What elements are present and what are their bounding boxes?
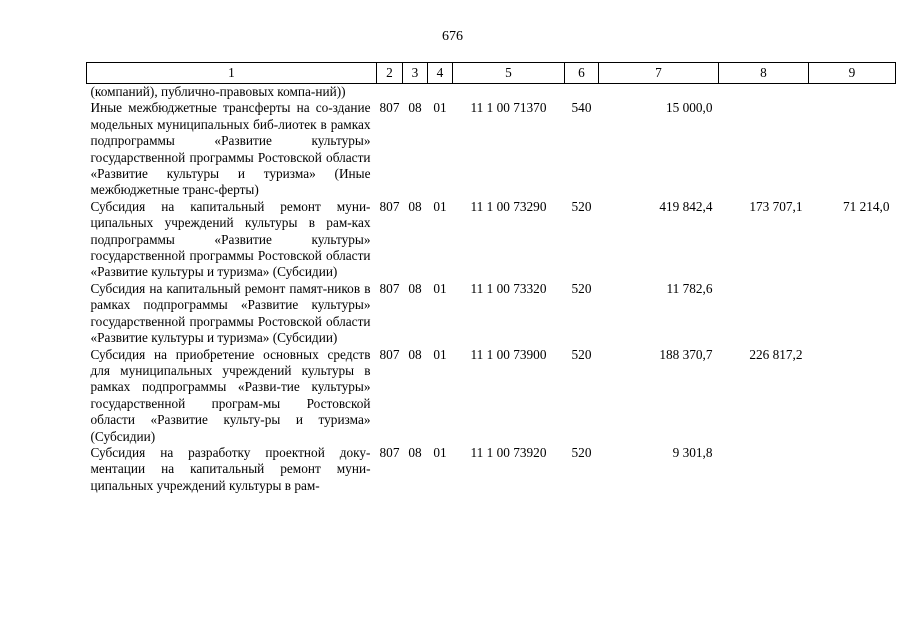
row-amount-2 [719,100,809,198]
row-expense-type: 540 [571,100,592,116]
row-ministry: 807 [379,346,400,362]
row-subsection: 01 [433,444,447,460]
row-section: 08 [408,100,422,116]
row-amount-1: 188 370,7 [659,346,713,362]
row-section: 08 [408,280,422,296]
row-amount-1: 11 782,6 [666,280,713,296]
row-target-article: 11 1 00 73290 [470,198,547,214]
row-section: 08 [408,198,422,214]
table-row [87,100,896,198]
row-amount-3 [809,347,896,445]
table-row [87,281,896,347]
header-col-1: 1 [87,63,377,84]
row-ministry: 807 [379,444,400,460]
row-ministry: 807 [379,100,400,116]
row-subsection: 01 [433,100,447,116]
row-expense-type: 520 [571,280,592,296]
row-target-article: 11 1 00 73900 [470,346,547,362]
row-amount-1: 9 301,8 [672,444,713,460]
row-description: Субсидия на капитальный ремонт муни-ципальных учреждений культуры в рам-ках подпрограммы «Развитие культуры» государственной программы Ростовской области «Развитие культуры и туризма» (Субсидии) [90,198,371,280]
header-col-2: 2 [377,63,403,84]
header-col-9: 9 [809,63,896,84]
header-col-5: 5 [453,63,565,84]
row-subsection: 01 [433,346,447,362]
row-description: Иные межбюджетные трансферты на со-здание модельных муниципальных биб-лиотек в рамках подпрограммы «Развитие культуры» государственной программы Ростовской области «Развитие культуры и туризма» (Иные межбюджетные транс-ферты) [90,100,371,198]
table-row [87,347,896,445]
row-amount-2: 226 817,2 [749,346,803,362]
row-amount-3 [809,445,896,494]
row-ministry: 807 [379,198,400,214]
row-subsection: 01 [433,280,447,296]
page-number: 676 [442,29,463,44]
row-subsection: 01 [433,198,447,214]
row-amount-3 [809,281,896,347]
row-amount-2 [719,445,809,494]
row-amount-2: 173 707,1 [749,198,803,214]
row-amount-3: 71 214,0 [842,198,890,214]
continuation-text: (компаний), публично-правовых компа-ний)) [90,84,346,99]
row-amount-1: 419 842,4 [659,198,713,214]
budget-table [86,62,896,494]
row-description: Субсидия на разработку проектной доку-ментации на капитальный ремонт муни-ципальных учреждений культуры в рам- [90,444,371,493]
row-expense-type: 520 [571,346,592,362]
row-section: 08 [408,444,422,460]
table-row [87,199,896,281]
row-target-article: 11 1 00 73320 [470,280,547,296]
row-ministry: 807 [379,280,400,296]
header-col-6: 6 [565,63,599,84]
header-col-4: 4 [428,63,453,84]
row-description: Субсидия на приобретение основных средств для муниципальных учреждений культуры в рамках подпрограммы «Разви-тие культуры» государственной програм-мы Ростовской области «Развитие культу-ры и туризма» (Субсидии) [90,346,371,444]
header-col-3: 3 [403,63,428,84]
row-target-article: 11 1 00 73920 [470,444,547,460]
row-amount-1: 15 000,0 [665,100,713,116]
row-amount-2 [719,281,809,347]
row-description: Субсидия на капитальный ремонт памят-ников в рамках подпрограммы «Развитие культуры» государственной программы Ростовской области «Развитие культуры и туризма» (Субсидии) [90,280,371,346]
header-col-7: 7 [599,63,719,84]
row-target-article: 11 1 00 71370 [470,100,547,116]
table-row [87,445,896,494]
header-row [87,63,896,84]
row-expense-type: 520 [571,198,592,214]
row-expense-type: 520 [571,444,592,460]
row-section: 08 [408,346,422,362]
row-amount-3 [809,100,896,198]
continuation-row [87,84,896,101]
header-col-8: 8 [719,63,809,84]
